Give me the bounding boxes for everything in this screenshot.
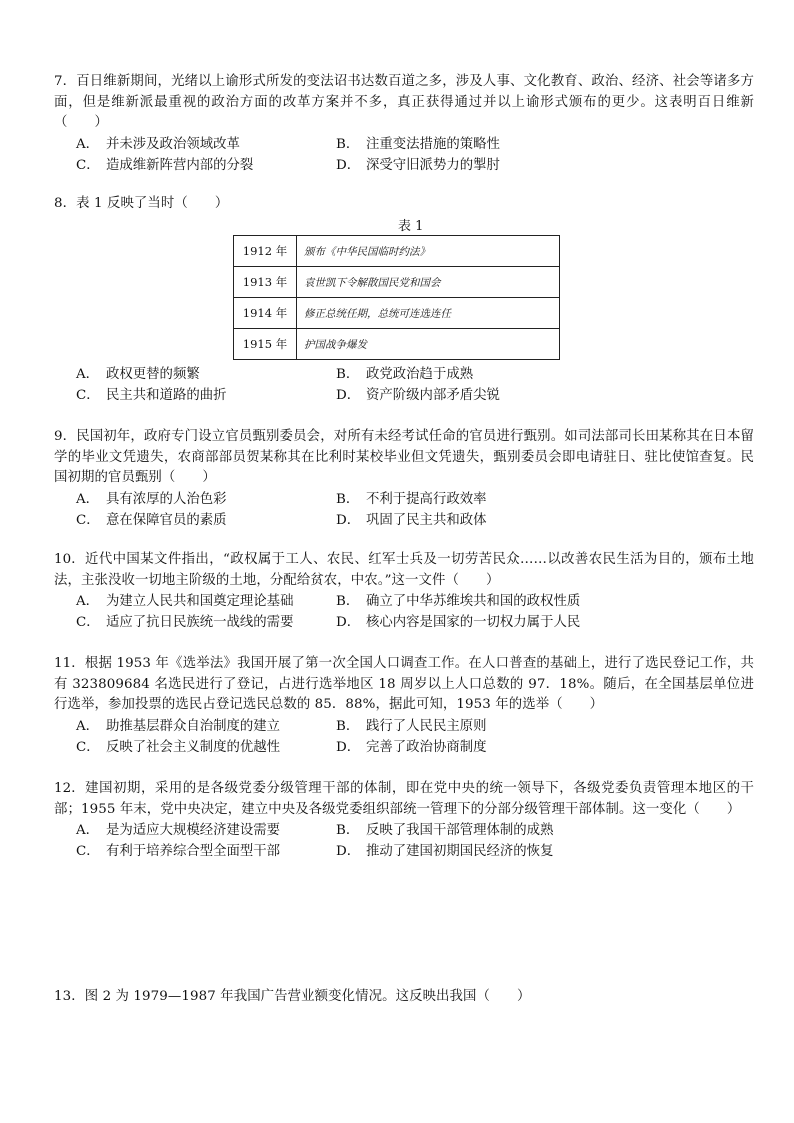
table-cell-event: 颁布《中华民国临时约法》	[297, 236, 560, 267]
question-number: 8．	[54, 196, 77, 211]
question-number: 12．	[54, 781, 85, 796]
table-row	[234, 236, 560, 267]
question-number: 10．	[54, 552, 85, 567]
option-c[interactable]: C． 有利于培养综合型全面型干部	[76, 844, 281, 859]
option-c[interactable]: C． 意在保障官员的素质	[76, 512, 227, 528]
table-cell-year: 1912 年	[234, 236, 297, 267]
question-stem: 12．建国初期，采用的是各级党委分级管理干部的体制，即在党中央的统一领导下，各级党委负责管理本地区的干部；1955 年末，党中央决定，建立中央及各级党委组织部统一管理下的分部分级管理干部体制。这一变化（ ）	[54, 781, 754, 817]
table-cell-year: 1915 年	[234, 329, 297, 360]
question-number: 7．	[54, 74, 77, 89]
option-d[interactable]: D． 推动了建国初期国民经济的恢复	[336, 844, 554, 859]
table-row	[234, 267, 560, 298]
question-10	[54, 550, 754, 633]
option-c[interactable]: C． 民主共和道路的曲折	[76, 388, 227, 403]
question-9	[54, 427, 754, 531]
question-8-options	[54, 364, 754, 406]
question-stem: 7．百日维新期间，光绪以上谕形式所发的变法诏书达数百道之多，涉及人事、文化教育、政治、经济、社会等诸多方面，但是维新派最重视的政治方面的改革方案并不多，真正获得通过并以上谕形式颁布的更少。这表明百日维新（ ）	[54, 74, 754, 130]
table-row	[234, 329, 560, 360]
option-c[interactable]: C． 适应了抗日民族统一战线的需要	[76, 615, 294, 630]
question-7	[54, 72, 754, 176]
question-number: 13．	[54, 989, 85, 1004]
options	[76, 716, 754, 758]
options	[76, 134, 754, 176]
option-b[interactable]: B． 践行了人民民主原则	[336, 718, 487, 734]
table-caption: 表 1	[398, 219, 424, 234]
option-d[interactable]: D． 核心内容是国家的一切权力属于人民	[336, 615, 581, 630]
question-number: 9．	[54, 429, 77, 444]
question-stem: 8．表 1 反映了当时（ ）	[54, 194, 754, 215]
question-8	[54, 194, 754, 215]
table-cell-event: 护国战争爆发	[297, 329, 560, 360]
question-stem: 10．近代中国某文件指出，“政权属于工人、农民、红军士兵及一切劳苦民众……以改善农民生活为目的，颁布土地法，主张没收一切地主阶级的土地，分配给贫农，中农。”这一文件（ ）	[54, 552, 754, 588]
option-a[interactable]: A． 具有浓厚的人治色彩	[76, 491, 227, 507]
question-stem: 11．根据 1953 年《选举法》我国开展了第一次全国人口调查工作。在人口普查的基础上，进行了选民登记工作，共有 323809684 名选民进行了登记，占进行选举地区 18 周岁以上人口总数的 97．18%。随后，在全国基层单位进行选举，参加投票的选民占登记选民总数的 85．88%，据此可知，1953 年的选举（ ）	[54, 656, 754, 712]
question-13	[54, 987, 754, 1008]
question-stem: 9．民国初年，政府专门设立官员甄别委员会，对所有未经考试任命的官员进行甄别。如司法部司长田某称其在日本留学的毕业文凭遗失，农商部部员贺某称其在比利时某校毕业但文凭遗失，甄别委员会即电请驻日、驻比使馆查复。民国初期的官员甄别（ ）	[54, 429, 754, 485]
table-cell-event: 修正总统任期，总统可连选连任	[297, 298, 560, 329]
option-b[interactable]: B． 反映了我国干部管理体制的成熟	[336, 823, 554, 838]
option-b[interactable]: B． 确立了中华苏维埃共和国的政权性质	[336, 594, 581, 609]
option-a[interactable]: A． 为建立人民共和国奠定理论基础	[76, 594, 294, 609]
option-d[interactable]: D． 巩固了民主共和政体	[336, 512, 487, 528]
option-a[interactable]: A． 政权更替的频繁	[76, 367, 200, 382]
option-d[interactable]: D． 完善了政治协商制度	[336, 739, 487, 755]
question-12	[54, 779, 754, 862]
option-a[interactable]: A． 并未涉及政治领域改革	[76, 136, 240, 152]
options	[76, 820, 754, 862]
question-number: 11．	[54, 656, 85, 671]
option-d[interactable]: D． 资产阶级内部矛盾尖锐	[336, 388, 500, 403]
question-stem: 13．图 2 为 1979—1987 年我国广告营业额变化情况。这反映出我国（ ）	[54, 987, 754, 1008]
option-d[interactable]: D． 深受守旧派势力的掣肘	[336, 157, 500, 173]
option-b[interactable]: B． 注重变法措施的策略性	[336, 136, 500, 152]
options	[76, 364, 754, 406]
option-c[interactable]: C． 反映了社会主义制度的优越性	[76, 739, 281, 755]
question-11	[54, 654, 754, 758]
option-b[interactable]: B． 政党政治趋于成熟	[336, 367, 474, 382]
history-table	[233, 235, 560, 360]
options	[76, 489, 754, 531]
table-cell-year: 1914 年	[234, 298, 297, 329]
option-a[interactable]: A． 是为适应大规模经济建设需要	[76, 823, 281, 838]
option-c[interactable]: C． 造成维新阵营内部的分裂	[76, 157, 254, 173]
table-cell-year: 1913 年	[234, 267, 297, 298]
option-b[interactable]: B． 不利于提高行政效率	[336, 491, 487, 507]
table-row	[234, 298, 560, 329]
table-cell-event: 袁世凯下令解散国民党和国会	[297, 267, 560, 298]
options	[76, 591, 754, 633]
option-a[interactable]: A． 助推基层群众自治制度的建立	[76, 718, 281, 734]
